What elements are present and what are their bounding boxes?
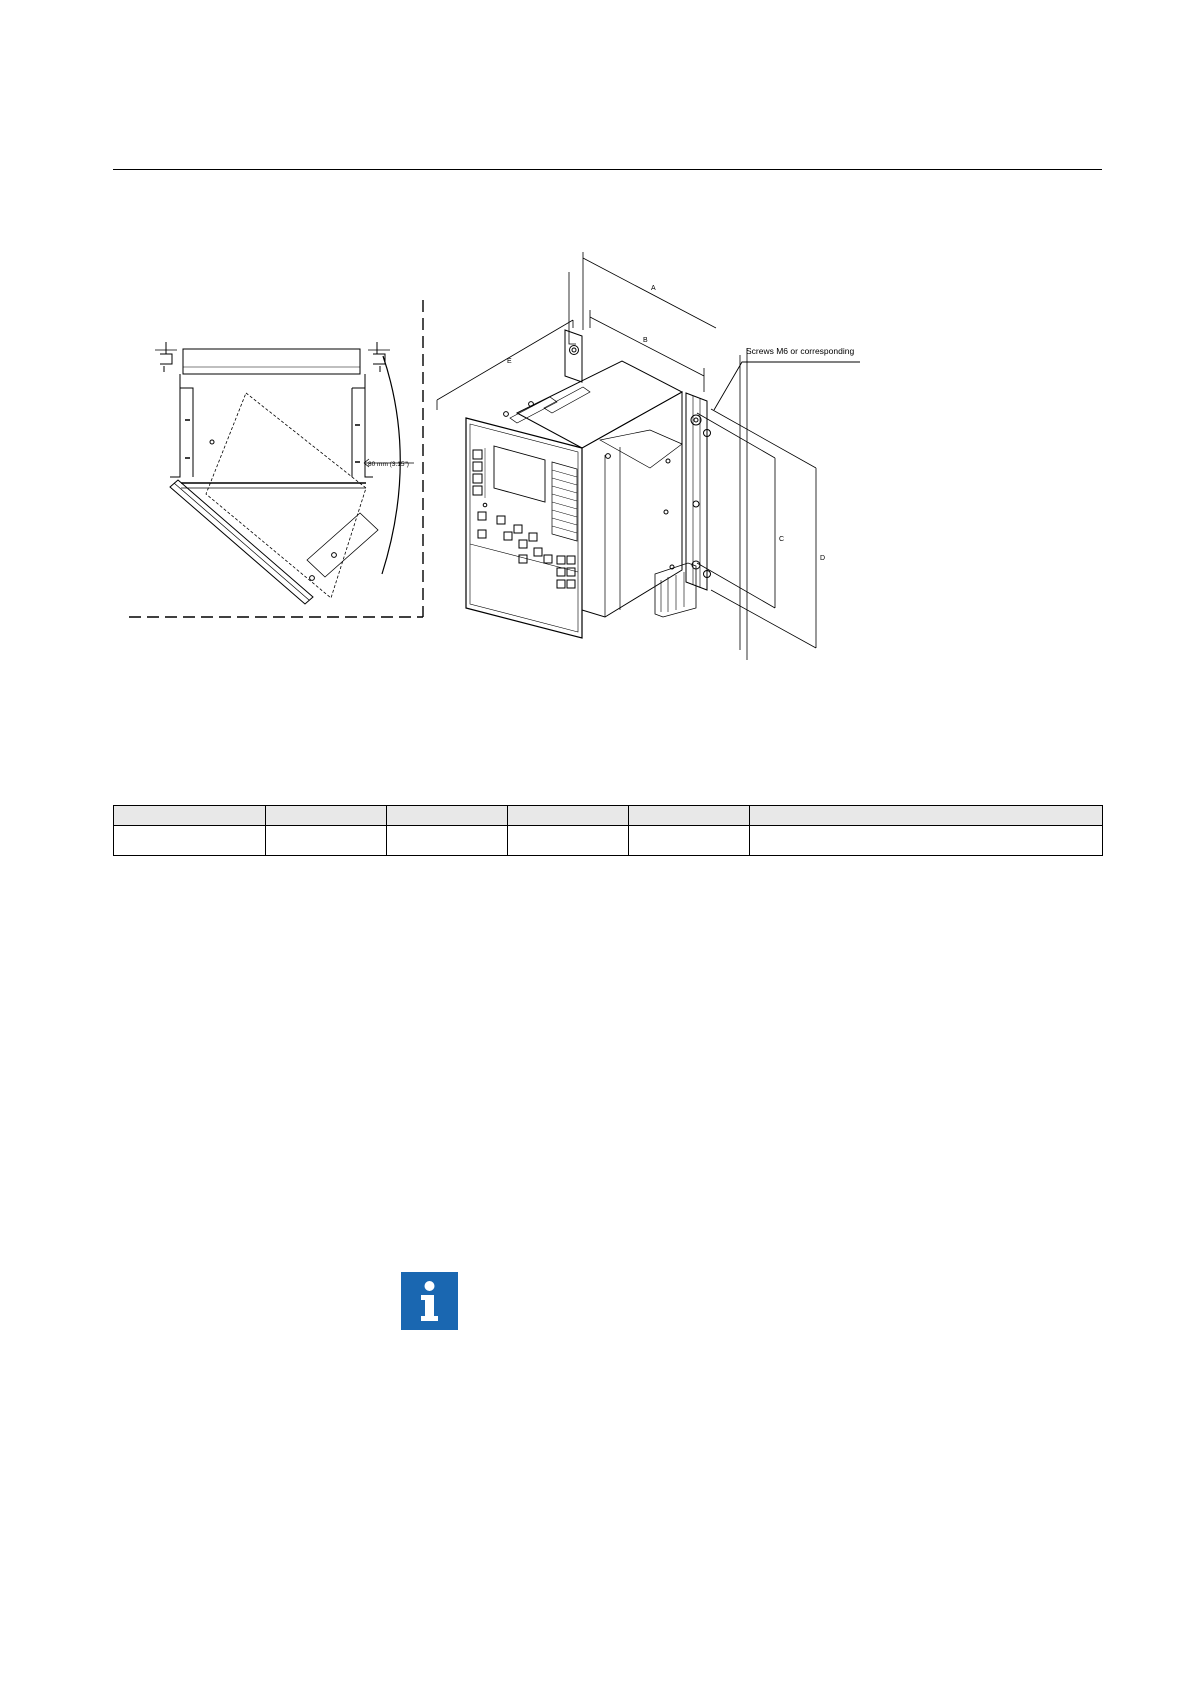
- table-header-cell: [387, 806, 508, 826]
- mounting-figure: [0, 0, 1191, 700]
- top-view-drawing: [129, 300, 423, 617]
- info-icon: [401, 1272, 458, 1330]
- table-header-cell: [629, 806, 750, 826]
- dimension-e-label: E: [507, 358, 512, 365]
- dimensions-table: [113, 805, 1103, 856]
- table-header-row: [114, 806, 1103, 826]
- dimension-c-label: C: [779, 536, 785, 543]
- dimension-a-label: A: [651, 285, 656, 292]
- table-cell: [266, 826, 387, 856]
- dimension-d-label: D: [820, 555, 826, 562]
- table-header-cell: [750, 806, 1103, 826]
- table-header-cell: [508, 806, 629, 826]
- table-cell: [750, 826, 1103, 856]
- table-header-cell: [114, 806, 266, 826]
- clearance-label: 80 mm (3.15"): [368, 461, 409, 468]
- dimension-b-label: B: [643, 337, 648, 344]
- table-cell: [629, 826, 750, 856]
- table-cell: [508, 826, 629, 856]
- table-cell: [387, 826, 508, 856]
- table-row: [114, 826, 1103, 856]
- isometric-view-drawing: [437, 252, 860, 660]
- table-cell: [114, 826, 266, 856]
- screws-callout-label: Screws M6 or corresponding: [746, 346, 855, 356]
- table-header-cell: [266, 806, 387, 826]
